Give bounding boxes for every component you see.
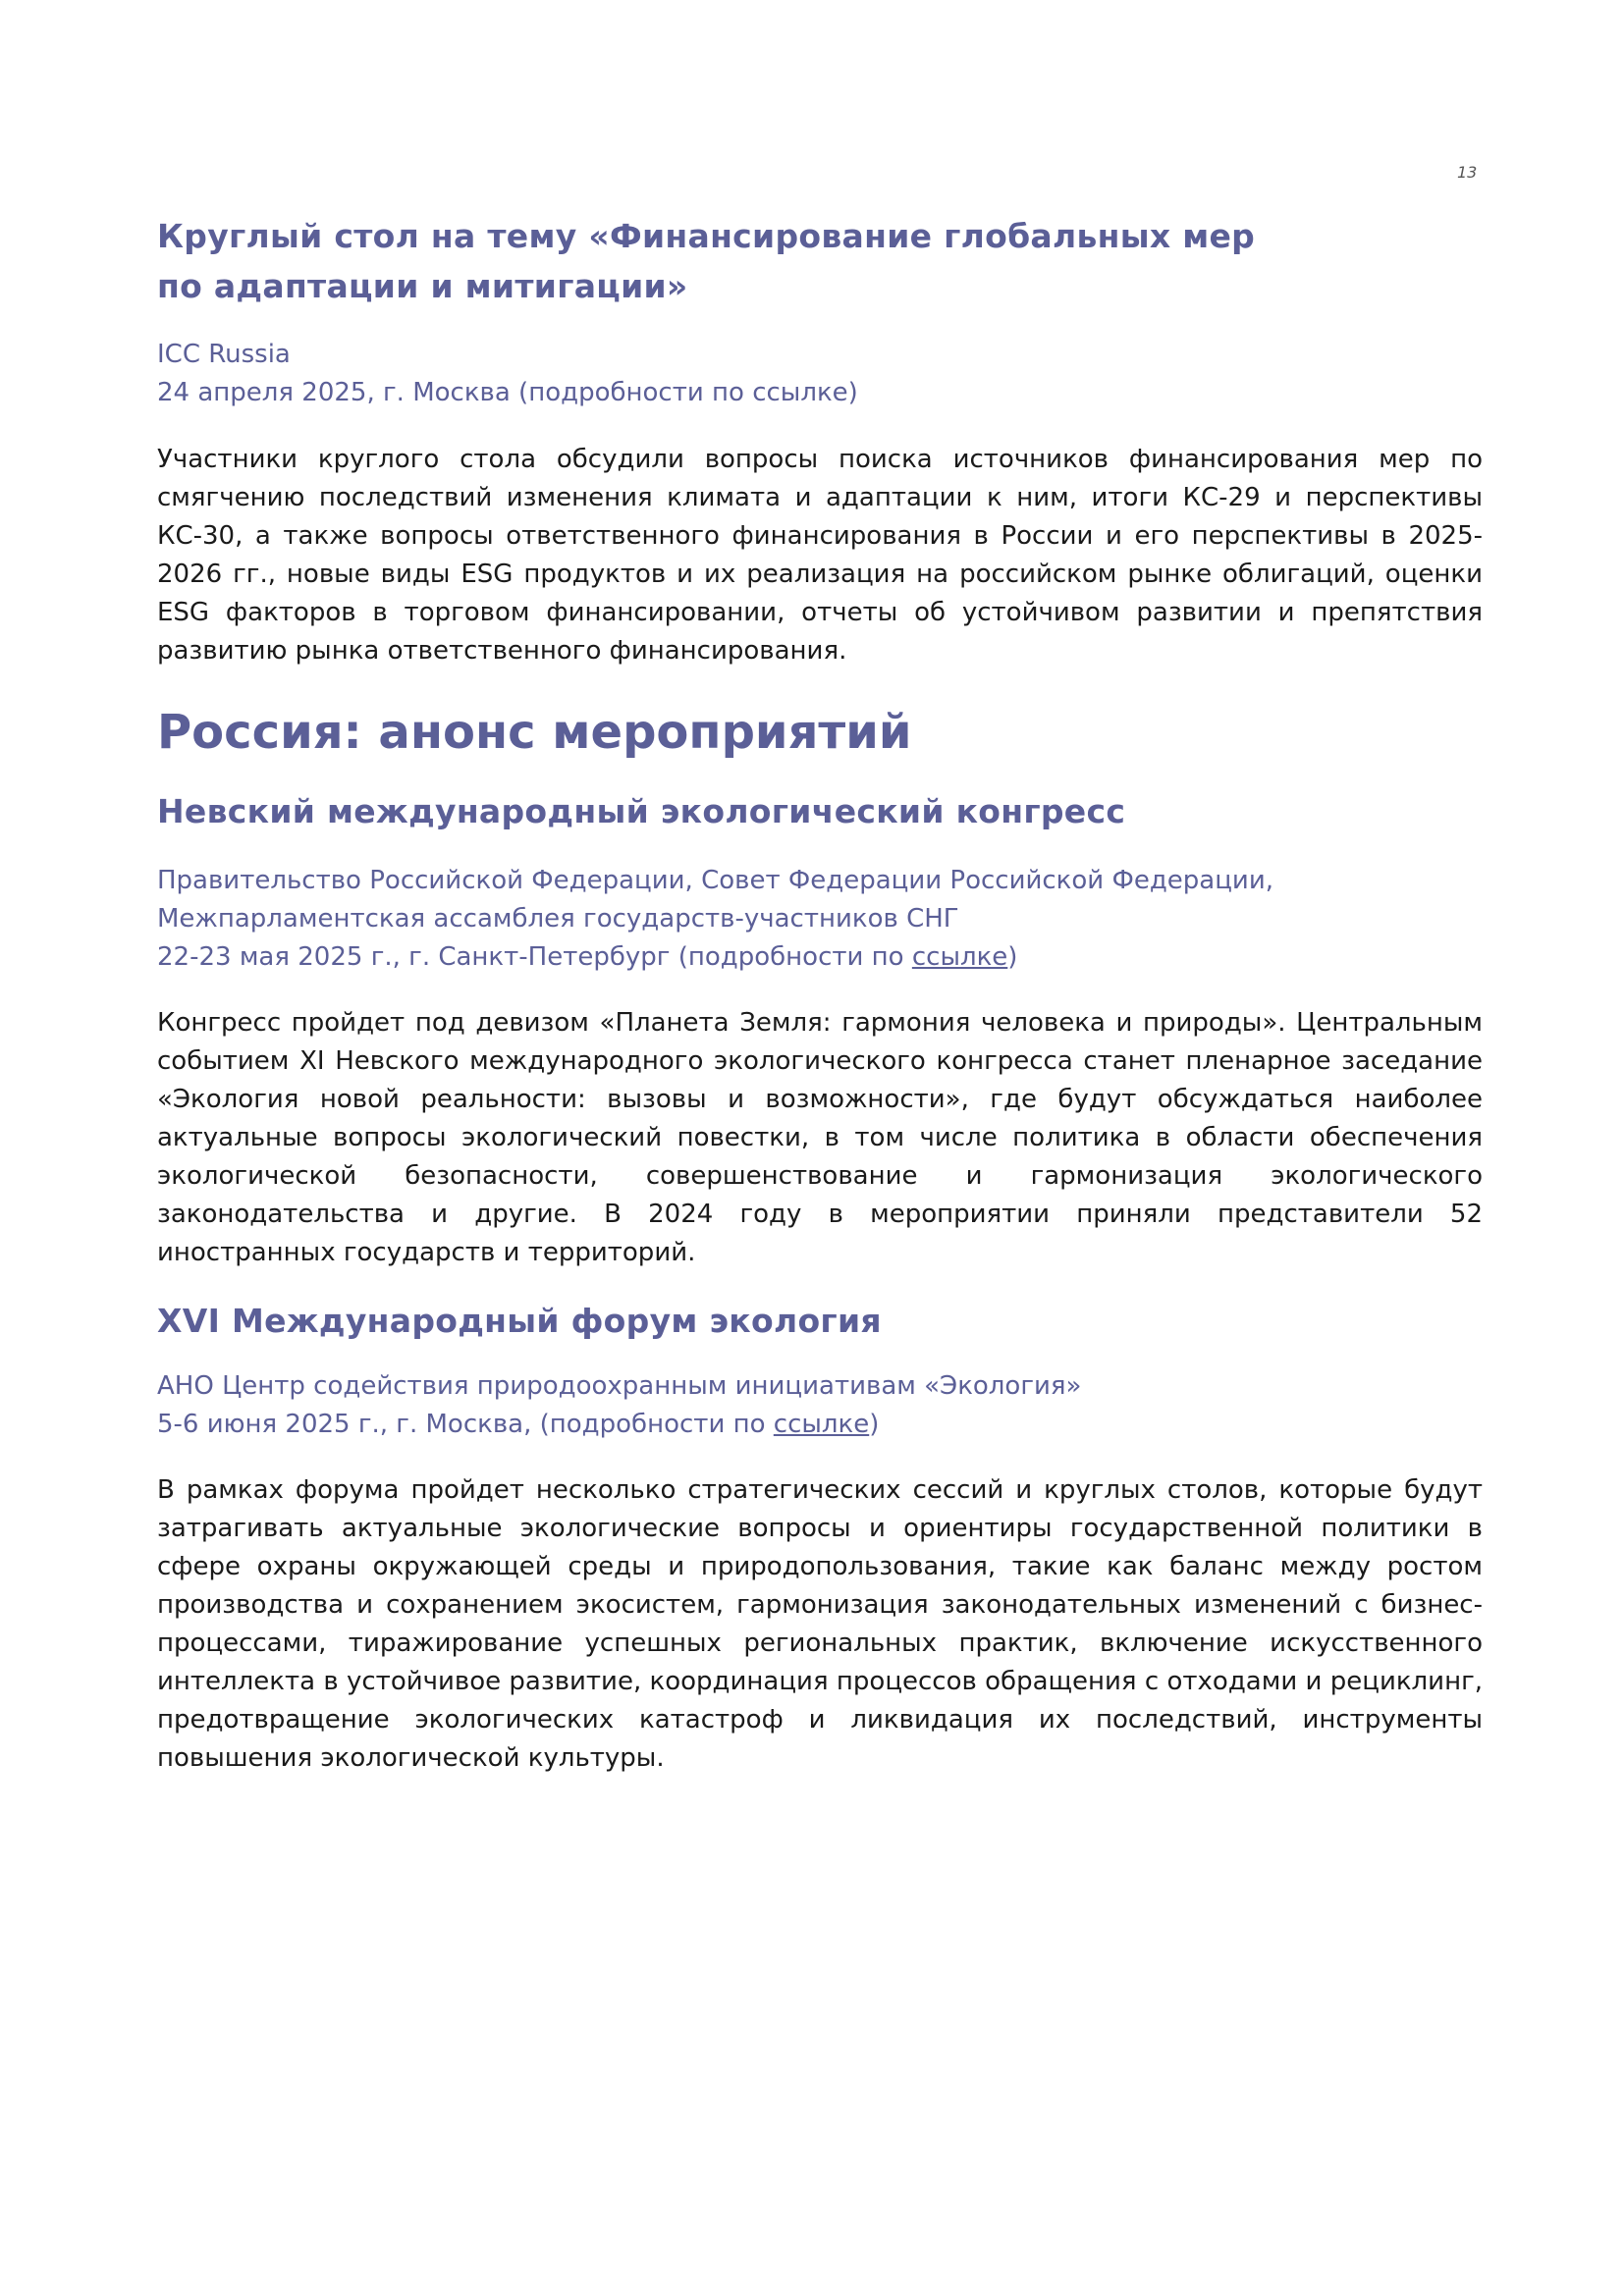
details-link[interactable]: ссылке [773, 1410, 870, 1439]
closing-paren: ) [1007, 942, 1018, 972]
event-date-place-text: 22-23 мая 2025 г., г. Санкт-Петербург (подробности по [157, 942, 912, 972]
event-date-place-text: 5-6 июня 2025 г., г. Москва, (подробности по [157, 1410, 774, 1439]
event-description-forum: В рамках форума пройдет несколько стратегических сессий и круглых столов, которые будут затрагивать актуальные экологические вопросы и ориентиры государственной политики в сфере охраны окружающей среды и природопользования, такие как баланс между ростом производства и сохранением экосистем, гармонизация законодательных изменений с бизнес-процессами, тиражирование успешных региональных практик, включение искусственного интеллекта в устойчивое развитие, координация процессов обращения с отходами и рециклинг, предотвращение экологических катастроф и ликвидация их последствий, инструменты повышения экологической культуры. [157, 1475, 1483, 1773]
event-title-forum: XVI Международный форум экология [157, 1302, 882, 1340]
roundtable-description: Участники круглого стола обсудили вопросы поиска источников финансирования мер по смягчению последствий изменения климата и адаптации к ним, итоги КС-29 и перспективы КС-30, а также вопросы ответственного финансирования в России и его перспективы в 2025-2026 гг., новые виды ESG продуктов и их реализация на российском рынке облигаций, оценки ESG факторов в торговом финансировании, отчеты об устойчивом развитии и препятствия развитию рынка ответственного финансирования. [157, 445, 1483, 666]
event-title-nevsky: Невский международный экологический конгресс [157, 792, 1126, 830]
event-description-nevsky: Конгресс пройдет под девизом «Планета Земля: гармония человека и природы». Центральным событием XI Невского международного экологического конгресса станет пленарное заседание «Экология новой реальности: вызовы и возможности», где будут обсуждаться наиболее актуальные вопросы экологический повестки, в том числе политика в области обеспечения экологической безопасности, совершенствование и гармонизация экологического законодательства и другие. В 2024 году в мероприятии приняли представители 52 иностранных государств и территорий. [157, 1008, 1483, 1267]
roundtable-date-place: 24 апреля 2025, г. Москва (подробности по ссылке) [157, 378, 858, 407]
page-number: 13 [1457, 163, 1478, 182]
event-organizers-forum: АНО Центр содействия природоохранным инициативам «Экология» [157, 1371, 1082, 1401]
details-link[interactable]: ссылке [911, 942, 1008, 972]
event-organizers-nevsky: Правительство Российской Федерации, Совет Федерации Российской Федерации, Межпарламентская ассамблея государств-участников СНГ [157, 866, 1273, 934]
closing-paren: ) [869, 1410, 880, 1439]
event-date-place-forum [157, 1406, 1483, 1444]
roundtable-organizer: ICC Russia [157, 340, 291, 369]
page-content [157, 211, 1483, 1778]
event-date-place-nevsky [157, 938, 1483, 977]
announcements-heading: Россия: анонс мероприятий [157, 705, 912, 760]
roundtable-title: Круглый стол на тему «Финансирование глобальных мер по адаптации и митигации» [157, 217, 1256, 305]
